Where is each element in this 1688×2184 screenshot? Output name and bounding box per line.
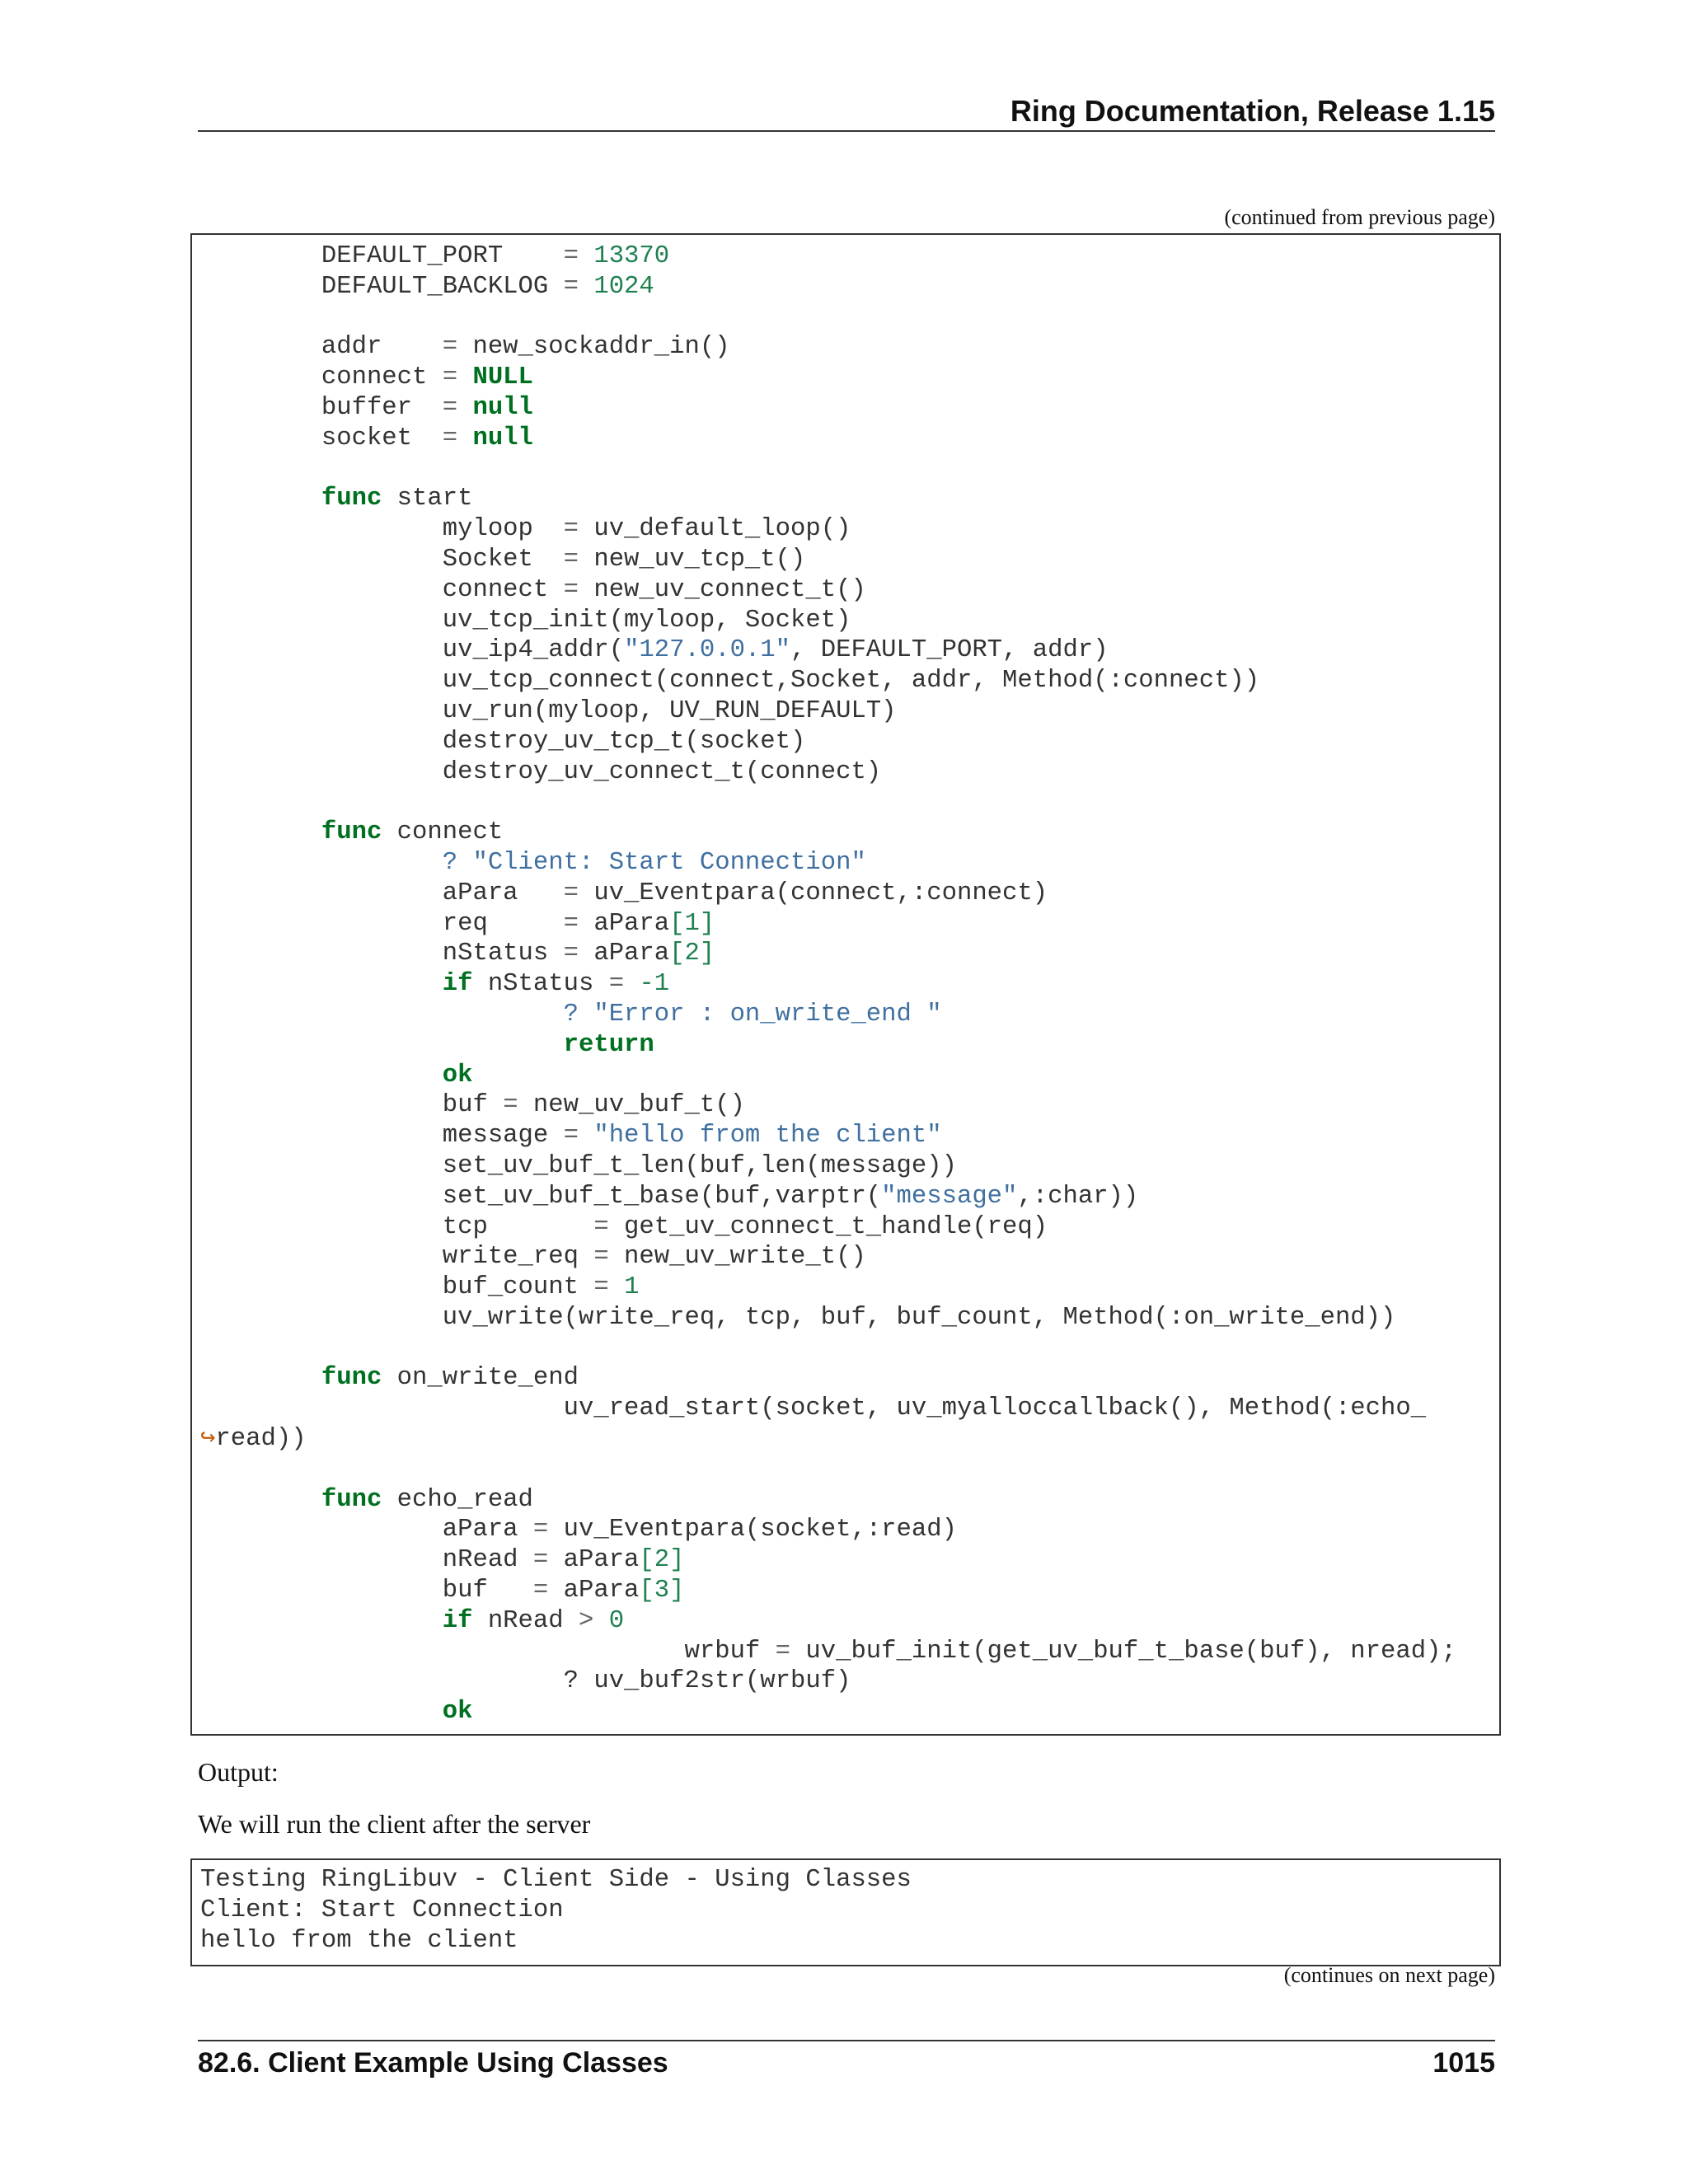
code-token: read))	[215, 1425, 307, 1454]
code-token: =	[442, 363, 458, 392]
code-token: =	[593, 1243, 609, 1272]
code-token	[200, 1062, 443, 1090]
code-token: ,:char))	[1017, 1182, 1139, 1211]
code-token: destroy_uv_connect_t(connect)	[200, 757, 882, 786]
code-token: ? "Error : on_write_end "	[563, 1000, 942, 1029]
code-token: 1024	[593, 272, 654, 301]
code-token: =	[563, 242, 579, 270]
output-block	[190, 1858, 1501, 1966]
code-line	[200, 575, 1499, 606]
code-line	[200, 1090, 1499, 1121]
code-token: [2]	[669, 940, 715, 968]
code-token: nRead	[200, 1546, 533, 1575]
code-token	[624, 970, 639, 998]
code-token: buffer	[200, 393, 443, 422]
code-line	[200, 302, 1499, 333]
code-token: =	[563, 909, 579, 938]
output-label: Output:	[198, 1757, 279, 1787]
code-token: uv_run(myloop, UV_RUN_DEFAULT)	[200, 696, 897, 725]
code-token	[200, 1486, 321, 1514]
code-token	[457, 363, 472, 391]
code-line	[200, 1394, 1499, 1424]
code-token: 13370	[593, 242, 670, 270]
output-line: Testing RingLibuv - Client Side - Using Classes	[200, 1866, 912, 1894]
code-token: new_sockaddr_in()	[457, 333, 730, 362]
code-token: req	[200, 909, 564, 938]
code-token: null	[472, 424, 533, 452]
code-line	[200, 1455, 1499, 1485]
code-token: set_uv_buf_t_base(buf,varptr(	[200, 1182, 882, 1211]
code-line	[200, 1515, 1499, 1545]
code-line	[200, 818, 1499, 848]
code-token: nStatus	[200, 940, 564, 968]
code-token: =	[563, 272, 579, 301]
code-listing	[192, 235, 1499, 1727]
code-token: ok	[442, 1061, 473, 1090]
code-token: write_req	[200, 1243, 594, 1272]
code-token	[609, 1273, 624, 1301]
code-token: >	[578, 1606, 594, 1635]
code-token: new_uv_connect_t()	[578, 575, 866, 604]
code-token: addr	[200, 333, 443, 362]
code-line	[200, 757, 1499, 788]
footer-page-number: 1015	[1432, 2047, 1495, 2079]
code-line	[200, 1576, 1499, 1606]
code-line	[200, 969, 1499, 1000]
code-token: new_uv_buf_t()	[518, 1091, 745, 1120]
code-line	[200, 1303, 1499, 1333]
code-token: =	[563, 575, 579, 604]
code-line	[200, 1121, 1499, 1151]
code-line	[200, 1151, 1499, 1182]
code-line	[200, 332, 1499, 363]
code-token	[200, 485, 321, 513]
code-token: new_uv_write_t()	[608, 1243, 866, 1272]
output-line: hello from the client	[200, 1926, 518, 1955]
code-token	[457, 424, 472, 452]
footer-rule	[198, 2040, 1495, 2041]
code-token: tcp	[200, 1212, 594, 1241]
code-line	[200, 1485, 1499, 1516]
code-token	[200, 970, 443, 998]
code-token: set_uv_buf_t_len(buf,len(message))	[200, 1151, 957, 1180]
code-token	[200, 1364, 321, 1392]
code-token: , DEFAULT_PORT, addr)	[790, 636, 1109, 665]
code-line	[200, 424, 1499, 454]
code-token: aPara	[200, 879, 564, 907]
code-token: socket	[200, 424, 443, 452]
code-token: ↪	[200, 1425, 216, 1454]
code-token: =	[593, 1273, 609, 1302]
code-token: connect	[200, 363, 443, 392]
code-line	[200, 363, 1499, 393]
code-token: if	[442, 1606, 473, 1635]
code-line	[200, 545, 1499, 575]
code-token: =	[563, 1122, 579, 1151]
code-token: =	[563, 940, 579, 968]
code-line	[200, 1272, 1499, 1303]
code-line	[200, 1666, 1499, 1697]
code-token: on_write_end	[382, 1364, 579, 1393]
code-token: buf	[200, 1577, 533, 1605]
code-token: =	[563, 545, 579, 574]
code-token: uv_default_loop()	[578, 515, 851, 544]
code-token	[200, 1001, 564, 1029]
document-header-title: Ring Documentation, Release 1.15	[1010, 94, 1495, 128]
code-token: buf_count	[200, 1273, 594, 1302]
code-token: nStatus	[472, 970, 609, 999]
code-token: func	[321, 485, 382, 513]
code-token: buf	[200, 1091, 504, 1120]
code-token: echo_read	[382, 1485, 533, 1514]
code-line	[200, 1333, 1499, 1364]
code-token: =	[608, 970, 625, 999]
code-token	[200, 849, 443, 877]
code-token: uv_buf_init(get_uv_buf_t_base(buf), nread);	[790, 1637, 1456, 1666]
code-token	[579, 242, 593, 270]
code-token: =	[532, 1577, 549, 1605]
code-token: =	[532, 1546, 549, 1575]
code-token: uv_write(write_req, tcp, buf, buf_count, Method(:on_write_end))	[200, 1303, 1396, 1332]
code-token	[200, 1031, 564, 1059]
code-token: aPara	[578, 909, 670, 938]
run-note: We will run the client after the server	[198, 1809, 591, 1839]
code-token: [1]	[669, 909, 715, 938]
code-token: =	[563, 879, 579, 907]
code-token: =	[593, 1212, 609, 1241]
code-line	[200, 909, 1499, 940]
code-token: wrbuf	[200, 1637, 776, 1666]
code-token: ? uv_buf2str(wrbuf)	[200, 1667, 851, 1696]
code-line	[200, 606, 1499, 636]
continued-from-note: (continued from previous page)	[1224, 205, 1495, 229]
code-token: if	[442, 970, 473, 999]
code-token: =	[442, 424, 458, 452]
code-line	[200, 393, 1499, 424]
code-line	[200, 1697, 1499, 1727]
code-line	[200, 484, 1499, 514]
code-token: aPara	[548, 1546, 640, 1575]
code-line	[200, 454, 1499, 485]
code-line	[200, 727, 1499, 757]
code-token: new_uv_tcp_t()	[578, 545, 806, 574]
code-token: func	[321, 1364, 382, 1393]
code-line	[200, 514, 1499, 545]
code-token: aPara	[200, 1516, 533, 1544]
code-line	[200, 272, 1499, 302]
code-token: destroy_uv_tcp_t(socket)	[200, 727, 806, 756]
code-token: nRead	[472, 1606, 579, 1635]
output-line: Client: Start Connection	[200, 1896, 564, 1924]
code-line	[200, 1545, 1499, 1576]
code-token: =	[442, 393, 458, 422]
code-token: 1	[624, 1273, 640, 1302]
code-token: "127.0.0.1"	[624, 636, 791, 665]
code-token: [3]	[639, 1577, 685, 1605]
code-token: NULL	[472, 363, 533, 392]
code-token: uv_tcp_init(myloop, Socket)	[200, 606, 851, 635]
code-token: "hello from the client"	[593, 1122, 942, 1151]
code-token: aPara	[578, 940, 670, 968]
code-token: null	[472, 393, 533, 422]
code-line	[200, 696, 1499, 727]
code-line	[200, 1212, 1499, 1243]
code-line	[200, 1424, 1499, 1455]
code-token	[200, 818, 321, 846]
code-token	[579, 273, 593, 301]
code-token: start	[382, 485, 473, 513]
code-token: ok	[442, 1698, 473, 1727]
code-token: func	[321, 818, 382, 847]
code-token	[457, 394, 472, 422]
code-token: uv_tcp_connect(connect,Socket, addr, Method(:connect))	[200, 667, 1260, 696]
footer-section-title: 82.6. Client Example Using Classes	[198, 2047, 668, 2079]
code-token: ? "Client: Start Connection"	[442, 848, 866, 877]
code-token: [2]	[639, 1546, 685, 1575]
code-token: message	[200, 1122, 564, 1151]
code-line	[200, 939, 1499, 969]
code-token: =	[532, 1516, 549, 1544]
code-token: DEFAULT_BACKLOG	[200, 272, 564, 301]
code-line	[200, 1242, 1499, 1272]
code-token	[593, 1607, 608, 1635]
code-token: DEFAULT_PORT	[200, 242, 564, 270]
code-token: =	[563, 515, 579, 544]
code-token: myloop	[200, 515, 564, 544]
header-rule	[198, 130, 1495, 132]
code-token	[200, 1698, 443, 1726]
code-line	[200, 635, 1499, 666]
code-token: Socket	[200, 545, 564, 574]
code-line	[200, 1363, 1499, 1394]
code-line	[200, 241, 1499, 272]
code-block	[190, 233, 1501, 1736]
code-token: uv_ip4_addr(	[200, 636, 625, 665]
code-token: connect	[200, 575, 564, 604]
code-token: 0	[608, 1606, 625, 1635]
code-line	[200, 1182, 1499, 1212]
code-token: uv_read_start(socket, uv_myalloccallback(), Method(:echo_	[200, 1394, 1427, 1423]
code-token: -1	[639, 970, 670, 999]
code-token: func	[321, 1485, 382, 1514]
code-token: return	[563, 1030, 654, 1059]
code-line	[200, 879, 1499, 909]
code-line	[200, 666, 1499, 696]
code-token: uv_Eventpara(connect,:connect)	[578, 879, 1048, 907]
code-token	[579, 1122, 593, 1150]
code-token: =	[775, 1637, 791, 1666]
code-token: uv_Eventpara(socket,:read)	[548, 1516, 957, 1544]
output-listing	[192, 1860, 1499, 1956]
code-token: get_uv_connect_t_handle(req)	[608, 1212, 1048, 1241]
code-line	[200, 1000, 1499, 1030]
code-token: =	[442, 333, 458, 362]
code-token	[200, 1607, 443, 1635]
code-line	[200, 1606, 1499, 1637]
code-line	[200, 1061, 1499, 1091]
code-line	[200, 1637, 1499, 1667]
code-token: aPara	[548, 1577, 640, 1605]
code-token: =	[503, 1091, 518, 1120]
code-token: connect	[382, 818, 504, 847]
code-token: "message"	[881, 1182, 1018, 1211]
code-line	[200, 848, 1499, 879]
code-line	[200, 1030, 1499, 1061]
continues-on-note: (continues on next page)	[1283, 1963, 1495, 1987]
code-line	[200, 787, 1499, 818]
